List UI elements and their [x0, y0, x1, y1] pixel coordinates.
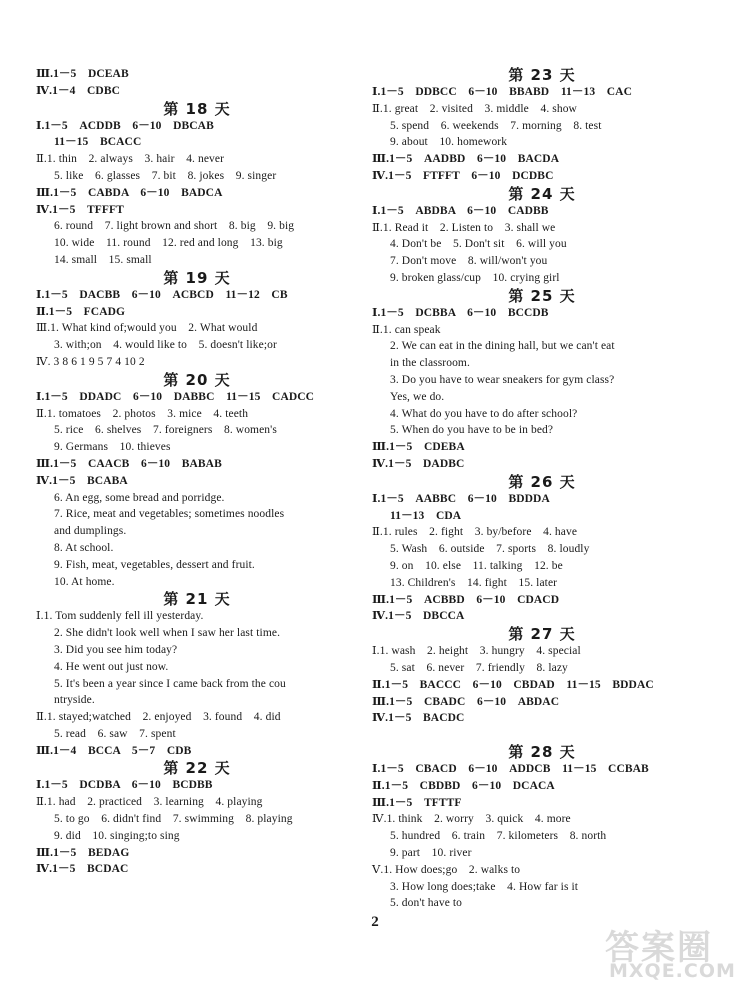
answer-line: Ⅳ.1－5 BCABA: [36, 474, 128, 487]
answer-line: 5. to go 6. didn't find 7. swimming 8. playing: [54, 813, 293, 826]
day-heading: 第 18 天: [163, 99, 231, 118]
answer-line: 9. about 10. homework: [390, 136, 508, 149]
answer-line: 9. did 10. singing;to sing: [54, 829, 180, 842]
answer-line: Ⅲ.1－5 CDEBA: [372, 441, 465, 454]
answer-line: 2. We can eat in the dining hall, but we can't eat: [390, 340, 615, 353]
answer-line: Ⅳ.1. think 2. worry 3. quick 4. more: [372, 813, 571, 826]
answer-line: 8. At school.: [54, 541, 114, 554]
answer-line: 11－15 BCACC: [54, 136, 142, 149]
answer-line: Ⅱ.1. thin 2. always 3. hair 4. never: [36, 153, 225, 166]
answer-line: 5. It's been a year since I came back from the cou: [54, 677, 286, 690]
answer-line: Ⅰ.1－5 DDBCC 6－10 BBABD 11－13 CAC: [372, 86, 632, 98]
answer-line: 3. with;on 4. would like to 5. doesn't like;or: [54, 339, 277, 352]
answer-line: Ⅰ.1－5 DACBB 6－10 ACBCD 11－12 CB: [36, 288, 288, 301]
answer-line: Ⅰ.1－5 DCDBA 6－10 BCDBB: [36, 779, 213, 792]
watermark-logo: [605, 920, 745, 986]
answer-line: ntryside.: [54, 694, 95, 707]
answer-line: 5. spend 6. weekends 7. morning 8. test: [390, 119, 602, 132]
answer-line: 5. rice 6. shelves 7. foreigners 8. women's: [54, 424, 277, 437]
answer-line: Ⅳ.1－5 TFFFT: [36, 203, 124, 216]
answer-line: 4. He went out just now.: [54, 660, 169, 673]
answer-line: 14. small 15. small: [54, 253, 152, 266]
answer-line: 3. How long does;take 4. How far is it: [390, 880, 579, 893]
answer-line: Ⅰ.1－5 ABDBA 6－10 CADBB: [372, 204, 549, 217]
answer-line: 9. on 10. else 11. talking 12. be: [390, 559, 563, 572]
answer-line: and dumplings.: [54, 525, 127, 538]
answer-line: Ⅲ.1－5 TFTTF: [372, 796, 462, 809]
answer-line: Ⅳ.1－5 FTFFT 6－10 DCDBC: [372, 169, 554, 182]
answer-line: Ⅳ.1－5 DBCCA: [372, 610, 465, 623]
answer-line: 3. Did you see him today?: [54, 643, 178, 656]
answer-line: Ⅱ.1－5 FCADG: [36, 305, 126, 318]
answer-line: Ⅰ.1－5 ACDDB 6－10 DBCAB: [36, 119, 214, 132]
day-heading: 第 25 天: [508, 286, 576, 305]
answer-line: 5. like 6. glasses 7. bit 8. jokes 9. singer: [54, 169, 277, 182]
answer-line: Ⅲ.1－5 ACBBD 6－10 CDACD: [372, 593, 560, 606]
day-heading: 第 26 天: [508, 472, 576, 491]
answer-line: Ⅲ.1－5 DCEAB: [36, 68, 129, 80]
spacer: [372, 727, 712, 743]
answer-line: Ⅲ.1. What kind of;would you 2. What would: [36, 322, 258, 335]
answer-line: Ⅱ.1. rules 2. fight 3. by/before 4. have: [372, 526, 578, 539]
answer-line: 10. wide 11. round 12. red and long 13. big: [54, 237, 283, 250]
answer-line: Ⅱ.1. can speak: [372, 323, 441, 336]
day-heading: 第 24 天: [508, 184, 576, 203]
answer-line: 11－13 CDA: [390, 509, 462, 522]
day-heading: 第 23 天: [508, 66, 576, 84]
answer-line: 7. Rice, meat and vegetables; sometimes noodles: [54, 508, 285, 521]
day-heading: 第 21 天: [163, 590, 231, 609]
answer-line: Ⅱ.1. had 2. practiced 3. learning 4. playing: [36, 796, 263, 809]
answer-line: 9. part 10. river: [390, 847, 472, 860]
answer-line: 4. Don't be 5. Don't sit 6. will you: [390, 238, 567, 251]
answer-line: Ⅳ. 3 8 6 1 9 5 7 4 10 2: [36, 355, 145, 368]
answer-line: Ⅰ.1－5 DDADC 6－10 DABBC 11－15 CADCC: [36, 390, 315, 403]
answer-line: 9. Fish, meat, vegetables, dessert and fruit.: [54, 558, 255, 571]
left-column: [36, 66, 358, 878]
answer-line: 5. read 6. saw 7. spent: [54, 727, 176, 740]
watermark-text: 答案圈: [605, 928, 713, 968]
answer-line: 6. round 7. light brown and short 8. big 9. big: [54, 220, 295, 233]
day-heading: 第 20 天: [163, 370, 231, 389]
day-heading: 第 27 天: [508, 625, 576, 644]
answer-line: Ⅲ.1－5 CABDA 6－10 BADCA: [36, 186, 223, 199]
answer-line: Ⅳ.1－5 DADBC: [372, 457, 465, 470]
answer-line: Ⅱ.1－5 BACCC 6－10 CBDAD 11－15 BDDAC: [372, 678, 654, 691]
answer-line: Ⅳ.1－4 CDBC: [36, 84, 121, 97]
answer-line: Ⅱ.1. tomatoes 2. photos 3. mice 4. teeth: [36, 407, 249, 420]
answer-line: 5. don't have to: [390, 897, 463, 910]
answer-line: 13. Children's 14. fight 15. later: [390, 576, 558, 589]
answer-line: Ⅲ.1－4 BCCA 5－7 CDB: [36, 744, 192, 757]
answer-line: Ⅳ.1－5 BCDAC: [36, 863, 129, 876]
answer-line: Ⅱ.1. great 2. visited 3. middle 4. show: [372, 102, 577, 115]
answer-line: 2. She didn't look well when I saw her last time.: [54, 627, 281, 640]
answer-line: Ⅴ.1. How does;go 2. walks to: [372, 863, 521, 876]
answer-line: Ⅰ.1. Tom suddenly fell ill yesterday.: [36, 610, 204, 623]
answer-line: 10. At home.: [54, 575, 115, 588]
answer-line: 7. Don't move 8. will/won't you: [390, 255, 548, 268]
answer-line: 4. What do you have to do after school?: [390, 407, 578, 420]
right-column: [372, 66, 712, 912]
answer-line: Ⅲ.1－5 CBADC 6－10 ABDAC: [372, 695, 560, 708]
answer-line: Ⅲ.1－5 AADBD 6－10 BACDA: [372, 153, 560, 166]
answer-line: Ⅱ.1. stayed;watched 2. enjoyed 3. found 4. did: [36, 711, 281, 724]
answer-line: 5. Wash 6. outside 7. sports 8. loudly: [390, 543, 590, 556]
answer-line: Ⅰ.1－5 DCBBA 6－10 BCCDB: [372, 306, 549, 319]
day-heading: 第 19 天: [163, 268, 231, 287]
answer-line: 9. Germans 10. thieves: [54, 441, 171, 454]
answer-line: Ⅰ.1－5 AABBC 6－10 BDDDA: [372, 492, 550, 505]
answer-line: 3. Do you have to wear sneakers for gym class?: [390, 373, 615, 386]
day-heading: 第 28 天: [508, 743, 576, 762]
answer-line: Ⅲ.1－5 CAACB 6－10 BABAB: [36, 457, 222, 470]
answer-line: Ⅱ.1－5 CBDBD 6－10 DCACA: [372, 779, 555, 792]
answer-line: 5. sat 6. never 7. friendly 8. lazy: [390, 661, 568, 674]
answer-line: Ⅰ.1－5 CBACD 6－10 ADDCB 11－15 CCBAB: [372, 763, 649, 776]
answer-line: 6. An egg, some bread and porridge.: [54, 491, 225, 504]
answer-line: in the classroom.: [390, 357, 470, 370]
answer-line: 5. When do you have to be in bed?: [390, 424, 554, 437]
page-number: 2: [371, 914, 379, 930]
answer-line: Ⅱ.1. Read it 2. Listen to 3. shall we: [372, 221, 556, 234]
answer-line: 5. hundred 6. train 7. kilometers 8. north: [390, 830, 607, 843]
answer-line: Ⅳ.1－5 BACDC: [372, 712, 465, 725]
day-heading: 第 22 天: [163, 759, 231, 778]
answer-line: Ⅲ.1－5 BEDAG: [36, 846, 130, 859]
watermark-url: MXQE.COM: [609, 960, 736, 982]
answer-line: Ⅰ.1. wash 2. height 3. hungry 4. special: [372, 645, 581, 658]
answer-line: 9. broken glass/cup 10. crying girl: [390, 271, 560, 284]
answer-line: Yes, we do.: [390, 390, 445, 403]
